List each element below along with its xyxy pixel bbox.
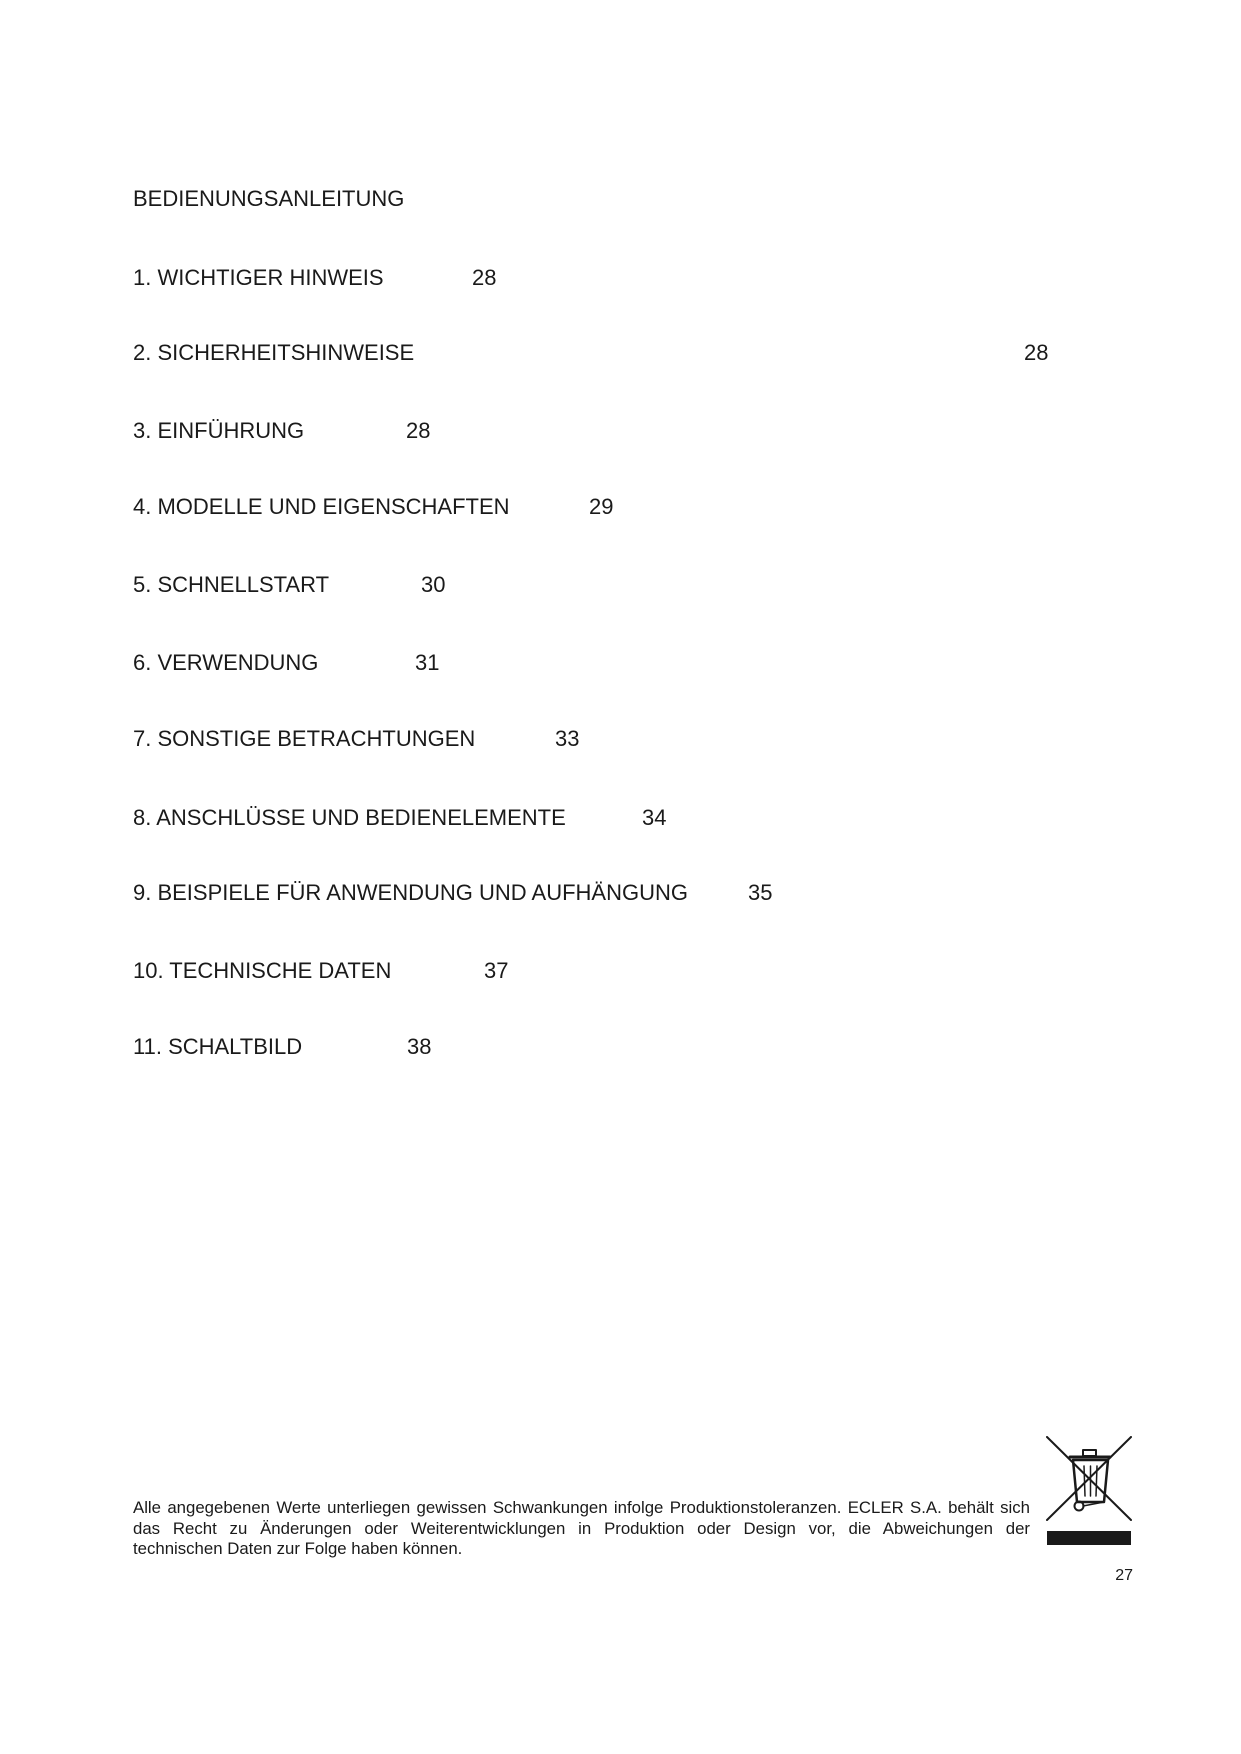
toc-page-number: 34 xyxy=(642,805,667,830)
toc-entry-label: 7. SONSTIGE BETRACHTUNGEN xyxy=(133,726,476,751)
toc-entry xyxy=(0,805,1241,831)
toc-page-number: 38 xyxy=(407,1034,432,1059)
page-number: 27 xyxy=(1115,1567,1133,1584)
toc-entry-label: 2. SICHERHEITSHINWEISE xyxy=(133,340,415,365)
toc-entry-label: 1. WICHTIGER HINWEIS xyxy=(133,265,384,290)
toc-entry-label: 3. EINFÜHRUNG xyxy=(133,418,305,443)
toc-entry xyxy=(0,418,1241,444)
toc-entry xyxy=(0,265,1241,291)
toc-entry xyxy=(0,650,1241,676)
toc-entry xyxy=(0,958,1241,984)
toc-entry xyxy=(0,1034,1241,1060)
toc-page-number: 31 xyxy=(415,650,440,675)
disclaimer-line: Alle angegebenen Werte unterliegen gewissen Schwankungen infolge Produktionstoleranzen. ECLER S.A. behält sich xyxy=(133,1498,1030,1517)
toc-page-number: 29 xyxy=(589,494,614,519)
toc-entry-label: 11. SCHALTBILD xyxy=(133,1034,303,1059)
toc-entry xyxy=(0,494,1241,520)
toc-entry xyxy=(0,340,1241,366)
disclaimer-line: technischen Daten zur Folge haben können. xyxy=(133,1539,463,1558)
toc-page-number: 37 xyxy=(484,958,509,983)
toc-entry xyxy=(0,880,1241,906)
document-title: BEDIENUNGSANLEITUNG xyxy=(133,186,405,211)
disclaimer-note xyxy=(133,1498,1030,1560)
toc-page-number: 30 xyxy=(421,572,446,597)
toc-page-number: 35 xyxy=(748,880,773,905)
weee-crossed-out-bin-icon xyxy=(1046,1436,1132,1548)
toc-entry-label: 4. MODELLE UND EIGENSCHAFTEN xyxy=(133,494,510,519)
toc-page-number: 28 xyxy=(472,265,497,290)
toc-page-number: 28 xyxy=(406,418,431,443)
disclaimer-line: das Recht zu Änderungen oder Weiterentwicklungen in Produktion oder Design vor, die Abweichungen der xyxy=(133,1518,1030,1538)
toc-entry xyxy=(0,572,1241,598)
toc-entry-label: 8. ANSCHLÜSSE UND BEDIENELEMENTE xyxy=(133,805,566,830)
toc-entry-label: 5. SCHNELLSTART xyxy=(133,572,330,597)
toc-page-number: 33 xyxy=(555,726,580,751)
toc-entry-label: 6. VERWENDUNG xyxy=(133,650,319,675)
toc-entry xyxy=(0,726,1241,752)
toc-page-number: 28 xyxy=(1024,340,1049,365)
toc-entry-label: 10. TECHNISCHE DATEN xyxy=(133,958,392,983)
toc-entry-label: 9. BEISPIELE FÜR ANWENDUNG UND AUFHÄNGUNG xyxy=(133,880,688,905)
